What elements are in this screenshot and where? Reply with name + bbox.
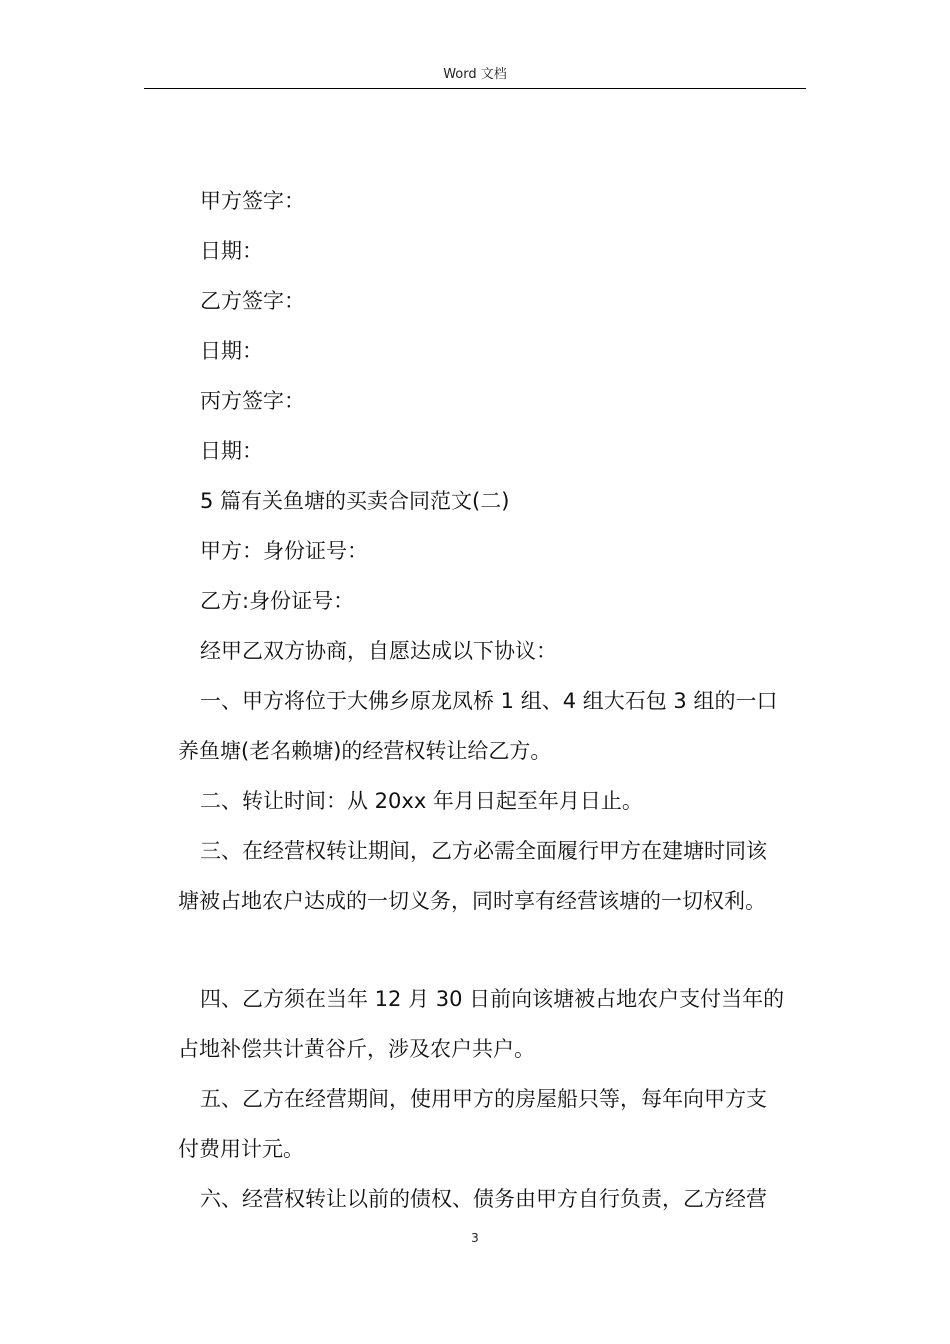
date-line-b: 日期：	[200, 339, 263, 363]
section-heading: 5 篇有关鱼塘的买卖合同范文(二)	[200, 489, 510, 513]
clause-2: 二、转让时间：从 20xx 年月日起至年月日止。	[200, 789, 643, 813]
clause-1-line-2: 养鱼塘(老名赖塘)的经营权转让给乙方。	[178, 739, 552, 763]
date-line-a: 日期：	[200, 239, 263, 263]
agreement-intro: 经甲乙双方协商，自愿达成以下协议：	[200, 639, 557, 663]
clause-1-line-1: 一、甲方将位于大佛乡原龙凤桥 1 组、4 组大石包 3 组的一口	[200, 689, 778, 713]
clause-3-line-1: 三、在经营权转让期间，乙方必需全面履行甲方在建塘时同该	[200, 839, 767, 863]
document-header-title: Word 文档	[443, 67, 507, 82]
party-b-id: 乙方:身份证号：	[200, 589, 355, 613]
date-line-c: 日期：	[200, 439, 263, 463]
header-divider	[144, 88, 806, 89]
clause-4-line-2: 占地补偿共计黄谷斤，涉及农户共户。	[178, 1037, 535, 1061]
document-body	[178, 176, 808, 1224]
party-a-id: 甲方：身份证号：	[200, 539, 368, 563]
signature-party-c: 丙方签字：	[200, 389, 305, 413]
signature-party-b: 乙方签字：	[200, 289, 305, 313]
clause-3-line-2: 塘被占地农户达成的一切义务，同时享有经营该塘的一切权利。	[178, 889, 766, 913]
clause-5-line-1: 五、乙方在经营期间，使用甲方的房屋船只等，每年向甲方支	[200, 1087, 767, 1111]
paragraph-gap	[178, 926, 808, 974]
page-number: 3	[471, 1231, 479, 1245]
clause-6-line-1: 六、经营权转让以前的债权、债务由甲方自行负责，乙方经营	[200, 1187, 767, 1211]
clause-5-line-2: 付费用计元。	[178, 1137, 304, 1161]
clause-4-line-1: 四、乙方须在当年 12 月 30 日前向该塘被占地农户支付当年的	[200, 987, 785, 1011]
signature-party-a: 甲方签字：	[200, 189, 305, 213]
